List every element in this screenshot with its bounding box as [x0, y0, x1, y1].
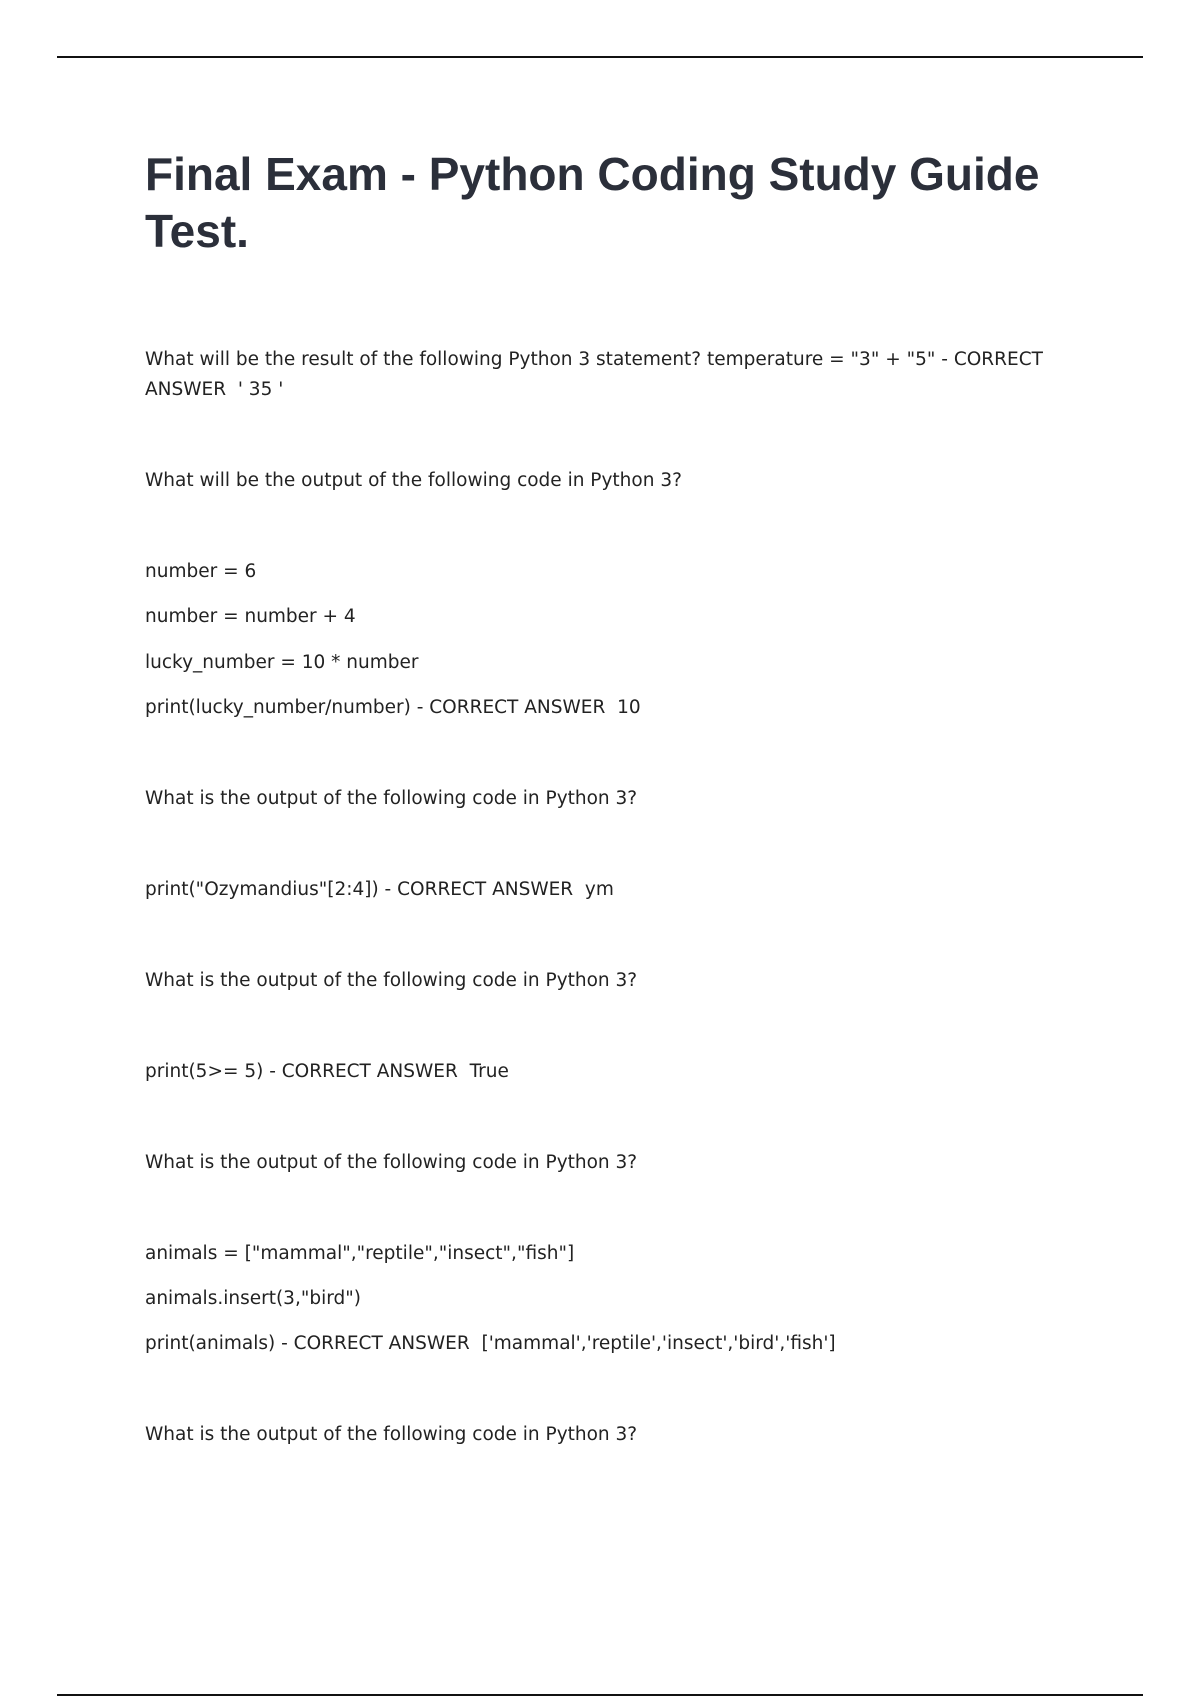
code-line: lucky_number = 10 * number [145, 652, 419, 673]
answer-line: print(lucky_number/number) - CORRECT ANSWER 10 [145, 697, 641, 718]
top-rule [57, 56, 1143, 58]
code-line: animals.insert(3,"bird") [145, 1288, 361, 1309]
code-line: number = 6 [145, 561, 257, 582]
question-4-prompt: What is the output of the following code in Python 3? [145, 970, 638, 991]
question-6-prompt: What is the output of the following code in Python 3? [145, 1424, 638, 1445]
question-1-line: What will be the result of the following Python 3 statement? temperature = "3" + "5" - CORRECT ANSWER ' 35 ' [145, 349, 1049, 400]
answer-line: print("Ozymandius"[2:4]) - CORRECT ANSWER ym [145, 879, 614, 900]
code-line: number = number + 4 [145, 606, 356, 627]
answer-line: print(5>= 5) - CORRECT ANSWER True [145, 1061, 509, 1082]
bottom-rule [57, 1694, 1143, 1696]
question-2-prompt: What will be the output of the following code in Python 3? [145, 470, 682, 491]
answer-line: print(animals) - CORRECT ANSWER ['mammal','reptile','insect','bird','fish'] [145, 1333, 836, 1354]
code-line: animals = ["mammal","reptile","insect","fish"] [145, 1243, 575, 1264]
question-5-prompt: What is the output of the following code in Python 3? [145, 1152, 638, 1173]
document-title: Final Exam - Python Coding Study Guide Test. [145, 148, 1040, 257]
question-3-prompt: What is the output of the following code in Python 3? [145, 788, 638, 809]
